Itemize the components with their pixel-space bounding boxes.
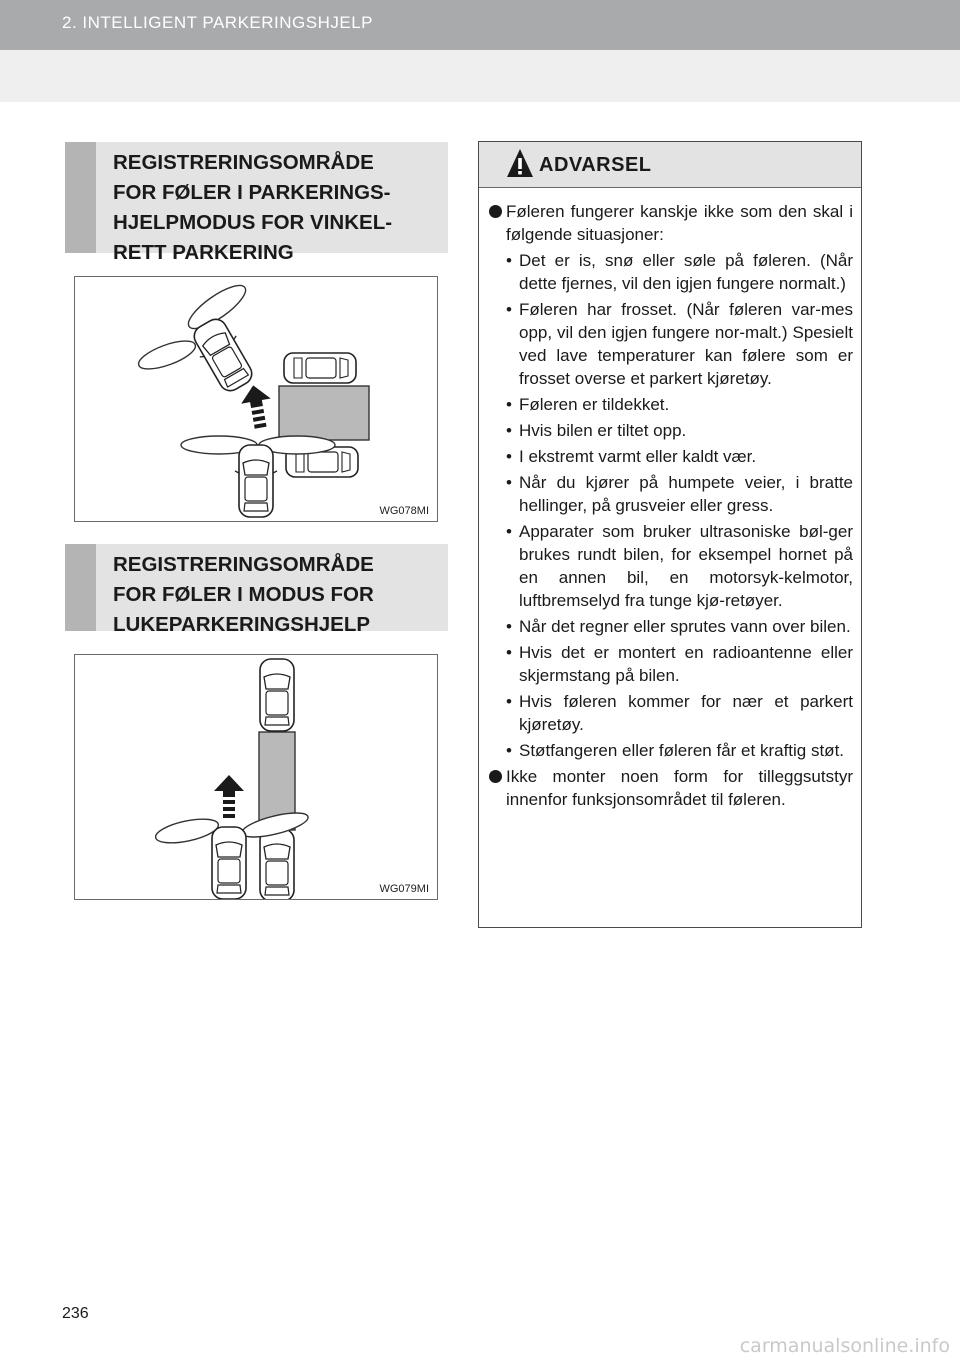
warning-body — [479, 200, 861, 811]
bullet-dot-icon — [489, 770, 502, 783]
warning-triangle-icon — [506, 148, 534, 178]
heading-stripe — [65, 142, 96, 253]
warning-subitem — [479, 739, 861, 762]
page-number: 236 — [62, 1305, 89, 1322]
figure-code: WG078MI — [379, 505, 429, 517]
subitem-text: Når du kjører på humpete veier, i bratte hellinger, på grusveier eller gress. — [519, 473, 853, 515]
heading-line: HJELPMODUS FOR VINKEL- — [113, 211, 393, 234]
chapter-bar — [0, 0, 960, 50]
heading-line: FOR FØLER I PARKERINGS- — [113, 181, 391, 204]
warning-subitem — [479, 641, 861, 687]
warning-subitem — [479, 690, 861, 736]
section-heading-text — [113, 550, 440, 640]
subitem-text: Hvis bilen er tiltet opp. — [519, 421, 687, 440]
heading-line: LUKEPARKERINGSHJELP — [113, 613, 371, 636]
figure-code: WG079MI — [379, 883, 429, 895]
parallel-parking-diagram — [75, 655, 437, 899]
warning-title: ADVARSEL — [539, 154, 652, 176]
bullet-icon: • — [506, 300, 512, 319]
subitem-text: Føleren har frosset. (Når føleren var-mes opp, vil den igjen fungere nor-malt.) Spesielt ved lave temperaturer kan følere som er frosset overse et parkert kjøretøy. — [519, 300, 853, 388]
heading-line: RETT PARKERING — [113, 241, 294, 264]
warning-point — [479, 200, 861, 246]
warning-subitem — [479, 419, 861, 442]
subitem-text: Hvis det er montert en radioantenne eller skjermstang på bilen. — [519, 643, 853, 685]
subitem-text: Hvis føleren kommer for nær et parkert kjøretøy. — [519, 692, 853, 734]
heading-line: FOR FØLER I MODUS FOR — [113, 583, 374, 606]
figure-angle-parking — [74, 276, 438, 522]
subitem-text: Det er is, snø eller søle på føleren. (Når dette fjernes, vil den igjen fungere normalt.) — [519, 251, 853, 293]
watermark: carmanualsonline.info — [739, 1335, 950, 1357]
warning-subitem — [479, 249, 861, 295]
warning-point-text: Ikke monter noen form for tilleggsutstyr innenfor funksjonsområdet til føleren. — [506, 767, 853, 809]
angle-parking-diagram — [75, 277, 437, 521]
bullet-icon: • — [506, 421, 512, 440]
bullet-icon: • — [506, 643, 512, 662]
bullet-icon: • — [506, 395, 512, 414]
section-heading-angle-parking — [65, 142, 448, 264]
bullet-icon: • — [506, 692, 512, 711]
warning-header — [479, 142, 861, 188]
heading-stripe — [65, 544, 96, 631]
chapter-title: 2. INTELLIGENT PARKERINGSHJELP — [62, 13, 374, 32]
subitem-text: Apparater som bruker ultrasoniske bøl-ger brukes rundt bilen, for eksempel hornet på en annen bil, en motorsyk-kelmotor, luftbremselyd fra tunge kjø-retøyer. — [519, 522, 853, 610]
bullet-icon: • — [506, 473, 512, 492]
subitem-text: Føleren er tildekket. — [519, 395, 670, 414]
warning-subitem — [479, 445, 861, 468]
warning-subitem — [479, 615, 861, 638]
warning-subitem — [479, 471, 861, 517]
subitem-text: I ekstremt varmt eller kaldt vær. — [519, 447, 757, 466]
subitem-text: Når det regner eller sprutes vann over bilen. — [519, 617, 851, 636]
section-heading-text — [113, 148, 440, 268]
section-heading-parallel-parking — [65, 544, 448, 636]
heading-line: REGISTRERINGSOMRÅDE — [113, 151, 374, 174]
warning-point — [479, 765, 861, 811]
bullet-icon: • — [506, 617, 512, 636]
bullet-icon: • — [506, 251, 512, 270]
heading-line: REGISTRERINGSOMRÅDE — [113, 553, 374, 576]
warning-subitem — [479, 520, 861, 612]
bullet-icon: • — [506, 741, 512, 760]
warning-subitem — [479, 298, 861, 390]
subitem-text: Støtfangeren eller føleren får et kraftig støt. — [519, 741, 845, 760]
warning-box — [478, 141, 862, 928]
bullet-icon: • — [506, 447, 512, 466]
bullet-icon: • — [506, 522, 512, 541]
warning-point-text: Føleren fungerer kanskje ikke som den skal i følgende situasjoner: — [506, 202, 853, 244]
figure-parallel-parking — [74, 654, 438, 900]
warning-subitem — [479, 393, 861, 416]
bullet-dot-icon — [489, 205, 502, 218]
